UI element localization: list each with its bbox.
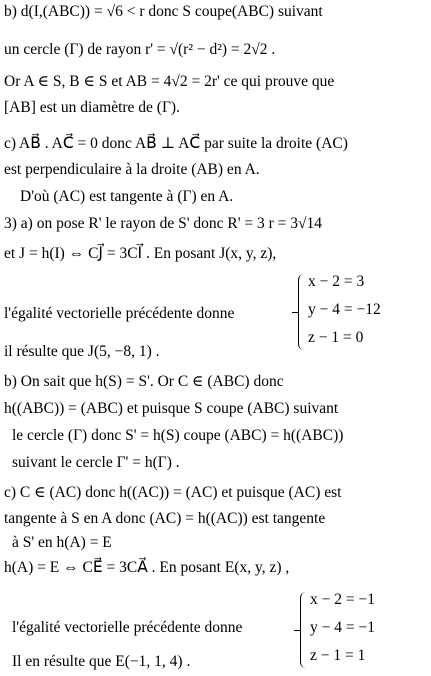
text-line-b-distance: b) d(I,(ABC)) = √6 < r donc S coupe(ABC) suivant <box>4 3 323 20</box>
text-line-j-result: il résulte que J(5, −8, 1) . <box>4 343 160 360</box>
equation-system-e <box>300 588 428 672</box>
text-line-h-abc: h((ABC)) = (ABC) et puisque S coupe (ABC) suivant <box>4 400 339 417</box>
equation-e-y: y − 4 = −1 <box>310 619 375 636</box>
equation-e-z: z − 1 = 1 <box>310 647 366 664</box>
text-line-j-definition: et J = h(I) ⇔ CJ⃗ = 3CI⃗ . En posant J(x, y, z), <box>4 245 277 262</box>
text-line-e-definition: h(A) = E ⇔ CE⃗ = 3CA⃗ . En posant E(x, y, z) , <box>4 559 290 576</box>
equation-j-y: y − 4 = −12 <box>308 301 381 318</box>
text-line-diameter: [AB] est un diamètre de (Γ). <box>4 99 180 116</box>
text-line-vector-equality-j: l'égalité vectorielle précédente donne <box>4 305 235 322</box>
text-line-ab-diameter-proof: Or A ∈ S, B ∈ S et AB = 4√2 = 2r' ce qui prouve que <box>4 73 335 90</box>
text-line-tangent-s-prime: à S' en h(A) = E <box>12 534 112 551</box>
equation-j-z: z − 1 = 0 <box>308 329 364 346</box>
text-line-circle-gamma: le cercle (Γ) donc S' = h(S) coupe (ABC) = h((ABC)) <box>12 427 344 444</box>
text-line-tangent: D'où (AC) est tangente à (Γ) en A. <box>20 188 234 205</box>
text-line-circle-gamma-prime: suivant le cercle Γ' = h(Γ) . <box>12 454 180 471</box>
text-line-c-orthogonal: c) AB⃗ . AC⃗ = 0 donc AB⃗ ⊥ AC⃗ par suite la droite (AC) <box>4 135 348 152</box>
text-line-b-homothety: b) On sait que h(S) = S'. Or C ∈ (ABC) donc <box>4 373 284 390</box>
text-line-e-result: Il en résulte que E(−1, 1, 4) . <box>12 653 191 670</box>
equation-j-x: x − 2 = 3 <box>308 273 365 290</box>
text-line-3a-radius: 3) a) on pose R' le rayon de S' donc R' = 3 r = 3√14 <box>4 215 323 232</box>
equation-system-j <box>298 270 428 354</box>
text-line-tangent-s: tangente à S en A donc (AC) = h((AC)) est tangente <box>4 510 326 527</box>
equation-e-x: x − 2 = −1 <box>310 591 375 608</box>
text-line-radius: un cercle (Γ) de rayon r' = √(r² − d²) = 2√2 . <box>4 41 276 58</box>
text-line-c-ac: c) C ∈ (AC) donc h((AC)) = (AC) et puisque (AC) est <box>4 484 342 501</box>
text-line-perpendicular: est perpendiculaire à la droite (AB) en A. <box>4 161 260 178</box>
text-line-vector-equality-e: l'égalité vectorielle précédente donne <box>12 619 243 636</box>
